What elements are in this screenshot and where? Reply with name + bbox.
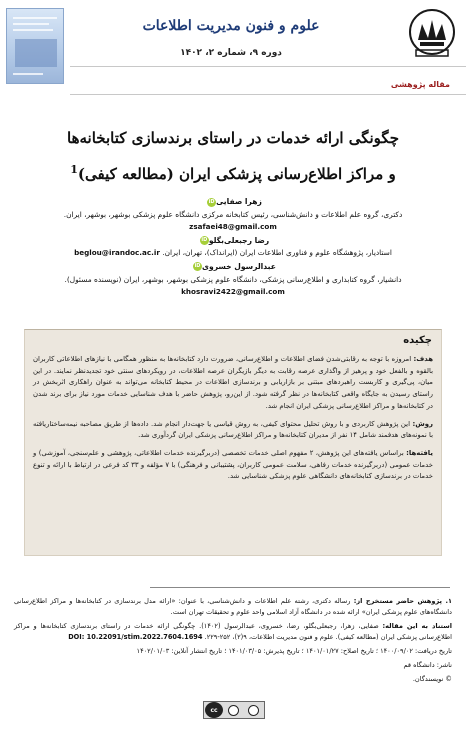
author-item <box>18 196 448 234</box>
footnotes <box>14 596 452 688</box>
author-affiliation: دانشیار، گروه کتابداری و اطلاع‌رسانی پزشکی، دانشگاه علوم پزشکی بوشهر، بوشهر، ایران (نویسنده مسئول). <box>64 274 402 284</box>
title-footnote-mark[interactable]: 1 <box>70 163 78 176</box>
journal-header <box>0 0 466 72</box>
article-type-divider <box>70 94 466 95</box>
journal-issue: دوره ۹، شماره ۲، ۱۴۰۲ <box>180 48 282 58</box>
author-affiliation: استادیار، پژوهشگاه علوم و فناوری اطلاعات ایران (ایرانداک)، تهران، ایران. <box>162 248 392 258</box>
abstract-method: روش: این پژوهش کاربردی و با روش تحلیل محتوای کیفی، به روش قیاسی یا جهت‌دار انجام شد. داده‌ها از طریق مصاحبه نیمه‌ساختاریافته با نمونه‌های هدفمند شامل ۱۴ نفر از مدیران کتابخانه‌ها و مراکز اطلاع‌رسانی پزشکی ایران گردآوری شد. <box>33 419 433 440</box>
author-name: عبدالرسول خسروی <box>202 261 276 271</box>
article-type-label: مقاله پژوهشی <box>390 80 450 89</box>
author-item <box>18 261 448 299</box>
cc-icon: cc <box>205 702 223 718</box>
publisher-label: ناشر: دانشگاه قم <box>403 661 452 669</box>
citation: استناد به این مقاله: صفایی، زهرا، رجبعلی‌بگلو، رضا، خسروی، عبدالرسول (۱۴۰۲). چگونگی ارائه خدمات در راستای برندسازی کتابخانه‌ها و مراکز اطلاع‌رسانی پزشکی ایران (مطالعه کیفی). علوم و فنون مدیریت اطلاعات، ۹(۲)، ۲۵۲-۲۲۹. DOI: 10.22091/stim.2022.7604.1694 <box>14 622 452 641</box>
journal-title: علوم و فنون مدیریت اطلاعات <box>142 18 320 34</box>
orcid-icon[interactable]: iD <box>194 263 201 270</box>
author-name: زهرا صفایی <box>216 197 262 206</box>
author-list <box>18 196 448 300</box>
author-name: رضا رجبعلی‌بگلو <box>208 235 270 245</box>
article-title-line-2: و مراکز اطلاع‌رسانی پزشکی ایران (مطالعه کیفی)$^1$ <box>70 163 396 183</box>
cc-nc-icon <box>248 705 259 716</box>
header-divider <box>70 66 466 67</box>
article-title-line-1: چگونگی ارائه خدمات در راستای برندسازی کتابخانه‌ها <box>67 129 399 147</box>
cc-by-icon <box>228 705 239 716</box>
author-email[interactable]: zsafaei48@gmail.com <box>189 222 277 232</box>
abstract-body <box>33 354 433 489</box>
abstract-heading: چکیده <box>403 335 432 346</box>
author-affiliation: دکتری، گروه علم اطلاعات و دانش‌شناسی، رئیس کتابخانه مرکزی دانشگاه علوم پزشکی بوشهر، بوشهر، ایران. <box>63 209 403 219</box>
author-item <box>18 235 448 260</box>
doi-link[interactable]: DOI: 10.22091/stim.2022.7604.1694 <box>68 633 203 641</box>
cc-license-badge[interactable] <box>203 701 265 719</box>
author-email[interactable]: khosravi2422@gmail.com <box>181 287 285 297</box>
footnote-source: ۱. پژوهش حاضر مستخرج از: رساله دکتری، رشته علم اطلاعات و دانش‌شناسی، با عنوان: «ارائه مدل برندسازی در کتابخانه‌ها و مراکز اطلاع‌رسانی دانشگاه‌های علوم پزشکی ایران» ارائه شده در دانشگاه آزاد اسلامی واحد علوم و تحقیقات تهران است. <box>14 597 452 616</box>
abstract-goal: هدف: امروزه با توجه به رقابتی‌شدن فضای اطلاعات و اطلاع‌رسانی، ضرورت دارد کتابخانه‌ها به منظور همگامی با نیازهای اطلاعاتی کاربران بالقوه و بالفعل خود و پرهیز از واگذاری عرصه رقابت به دیگر بازیگران عرصه اطلاعات، در رویکردهای سنتی خود تجدیدنظر نمایند. در این میان، پی‌گیری و کاربست راهبردهای مبتنی بر بازاریابی و برندسازی اطلاعات در محیط کتابخانه می‌تواند به عنوان راهکاری اثربخش در راستای رسیدن به جایگاه واقعی کتابخانه‌ها در نظر گرفته شود. از این‌رو، پژوهش حاضر با هدف شناسایی خدمات مورد نیاز برای برند شدن در کتابخانه‌ها و مراکز اطلاع‌رسانی پزشکی ایران انجام شد. <box>33 355 433 410</box>
article-title <box>20 122 446 190</box>
orcid-icon[interactable]: iD <box>201 237 208 244</box>
abstract-box <box>24 329 442 556</box>
article-dates: تاریخ دریافت: ۱۴۰۰/۰۹/۰۲ ؛ تاریخ اصلاح: ۱۴۰۱/۰۱/۲۷ ؛ تاریخ پذیرش: ۱۴۰۱/۰۳/۰۵ ؛ تاریخ انتشار آنلاین: ۱۴۰۲/۰۱/۰۳ <box>136 647 452 655</box>
footnote-divider <box>150 587 450 588</box>
university-logo-icon <box>408 8 456 60</box>
orcid-icon[interactable]: iD <box>208 198 215 205</box>
abstract-findings: یافته‌ها: براساس یافته‌های این پژوهش، ۲ مفهوم اصلی خدمات تخصصی (دربرگیرنده خدمات اطلاعاتی، پژوهشی و علم‌سنجی، آموزشی) و خدمات عمومی (دربرگیرنده خدمات رفاهی، سلامت عمومی کاربران، پشتیبانی و فرهنگی) با ۷ مؤلفه و ۳۳ کد فرعی در ارتباط با ارائه و تنوع خدمات در برندسازی کتابخانه‌های دانشگاهی علوم پزشکی شناسایی شد. <box>33 448 433 481</box>
journal-cover-thumbnail <box>6 8 64 84</box>
author-email[interactable]: beglou@irandoc.ac.ir <box>74 248 160 258</box>
copyright-label: © نویسندگان. <box>412 675 452 683</box>
